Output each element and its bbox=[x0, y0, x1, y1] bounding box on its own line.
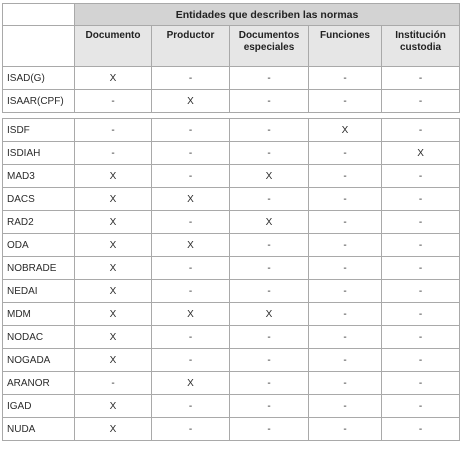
entity-mark-cell: - bbox=[309, 303, 382, 326]
entity-mark-cell: X bbox=[75, 165, 152, 188]
entity-mark-cell: X bbox=[152, 234, 230, 257]
entity-mark-cell: - bbox=[75, 90, 152, 113]
standards-entities-table bbox=[2, 3, 460, 441]
entity-mark-cell: - bbox=[382, 280, 460, 303]
entity-mark-cell: - bbox=[382, 67, 460, 90]
entity-mark-cell: - bbox=[382, 119, 460, 142]
table-row bbox=[3, 90, 460, 113]
column-header-productor: Productor bbox=[152, 26, 230, 67]
entity-mark-cell: - bbox=[382, 372, 460, 395]
standard-name-cell: IGAD bbox=[3, 395, 75, 418]
entity-mark-cell: - bbox=[382, 188, 460, 211]
standard-name-cell: ODA bbox=[3, 234, 75, 257]
table-row bbox=[3, 119, 460, 142]
table-row bbox=[3, 234, 460, 257]
table-row bbox=[3, 211, 460, 234]
entity-mark-cell: - bbox=[309, 418, 382, 441]
table-row bbox=[3, 67, 460, 90]
standards-table-container bbox=[2, 3, 459, 447]
entity-mark-cell: X bbox=[152, 90, 230, 113]
standard-name-cell: NOBRADE bbox=[3, 257, 75, 280]
entity-mark-cell: - bbox=[382, 234, 460, 257]
table-row bbox=[3, 418, 460, 441]
entity-mark-cell: - bbox=[382, 418, 460, 441]
table-row bbox=[3, 349, 460, 372]
entity-mark-cell: - bbox=[152, 67, 230, 90]
entity-mark-cell: - bbox=[152, 165, 230, 188]
entity-mark-cell: - bbox=[382, 257, 460, 280]
entity-mark-cell: - bbox=[230, 418, 309, 441]
entity-mark-cell: - bbox=[230, 142, 309, 165]
entity-mark-cell: - bbox=[230, 234, 309, 257]
standard-name-cell: ISAD(G) bbox=[3, 67, 75, 90]
entity-mark-cell: - bbox=[309, 349, 382, 372]
entity-mark-cell: X bbox=[75, 326, 152, 349]
entity-mark-cell: - bbox=[152, 418, 230, 441]
entity-mark-cell: - bbox=[230, 90, 309, 113]
entity-mark-cell: - bbox=[152, 119, 230, 142]
column-header-documento: Documento bbox=[75, 26, 152, 67]
table-row bbox=[3, 142, 460, 165]
table-row bbox=[3, 303, 460, 326]
entity-mark-cell: X bbox=[75, 418, 152, 441]
column-header-row bbox=[3, 26, 460, 67]
table-row bbox=[3, 188, 460, 211]
entity-mark-cell: - bbox=[230, 257, 309, 280]
entity-mark-cell: - bbox=[152, 349, 230, 372]
entity-mark-cell: - bbox=[382, 303, 460, 326]
standard-name-cell: MAD3 bbox=[3, 165, 75, 188]
standard-name-cell: ISAAR(CPF) bbox=[3, 90, 75, 113]
table-row bbox=[3, 372, 460, 395]
entity-mark-cell: X bbox=[75, 211, 152, 234]
entity-mark-cell: - bbox=[309, 395, 382, 418]
table-body bbox=[3, 67, 460, 441]
entity-mark-cell: - bbox=[230, 395, 309, 418]
entity-mark-cell: - bbox=[309, 257, 382, 280]
entity-mark-cell: - bbox=[230, 67, 309, 90]
table-row bbox=[3, 326, 460, 349]
entity-mark-cell: - bbox=[382, 165, 460, 188]
entity-mark-cell: - bbox=[309, 280, 382, 303]
entity-mark-cell: X bbox=[152, 303, 230, 326]
entity-mark-cell: X bbox=[230, 303, 309, 326]
entity-mark-cell: - bbox=[309, 372, 382, 395]
entity-mark-cell: - bbox=[230, 326, 309, 349]
standard-name-cell: ISDF bbox=[3, 119, 75, 142]
column-header-corner bbox=[3, 26, 75, 67]
entity-mark-cell: - bbox=[382, 211, 460, 234]
entity-mark-cell: - bbox=[382, 90, 460, 113]
standard-name-cell: ISDIAH bbox=[3, 142, 75, 165]
entity-mark-cell: X bbox=[75, 303, 152, 326]
entity-mark-cell: - bbox=[152, 326, 230, 349]
entity-mark-cell: - bbox=[309, 165, 382, 188]
entity-mark-cell: - bbox=[75, 372, 152, 395]
column-header-institucion-custodia: Institución custodia bbox=[382, 26, 460, 67]
entity-mark-cell: X bbox=[75, 188, 152, 211]
standard-name-cell: NEDAI bbox=[3, 280, 75, 303]
entity-mark-cell: - bbox=[152, 280, 230, 303]
entity-mark-cell: - bbox=[152, 395, 230, 418]
table-row bbox=[3, 395, 460, 418]
entity-mark-cell: X bbox=[75, 257, 152, 280]
header-corner-cell bbox=[3, 4, 75, 26]
standard-name-cell: NODAC bbox=[3, 326, 75, 349]
table-group-header-row bbox=[3, 4, 460, 26]
entity-mark-cell: - bbox=[230, 372, 309, 395]
entity-mark-cell: X bbox=[309, 119, 382, 142]
entity-mark-cell: - bbox=[230, 349, 309, 372]
standard-name-cell: RAD2 bbox=[3, 211, 75, 234]
standard-name-cell: MDM bbox=[3, 303, 75, 326]
standard-name-cell: DACS bbox=[3, 188, 75, 211]
entity-mark-cell: - bbox=[309, 211, 382, 234]
table-row bbox=[3, 280, 460, 303]
entity-mark-cell: X bbox=[382, 142, 460, 165]
entity-mark-cell: - bbox=[152, 257, 230, 280]
entity-mark-cell: - bbox=[309, 90, 382, 113]
entity-mark-cell: X bbox=[230, 165, 309, 188]
column-header-funciones: Funciones bbox=[309, 26, 382, 67]
entity-mark-cell: - bbox=[230, 188, 309, 211]
entity-mark-cell: - bbox=[309, 142, 382, 165]
entity-mark-cell: - bbox=[152, 211, 230, 234]
table-title: Entidades que describen las normas bbox=[75, 4, 460, 26]
entity-mark-cell: - bbox=[382, 395, 460, 418]
entity-mark-cell: X bbox=[75, 280, 152, 303]
entity-mark-cell: X bbox=[75, 234, 152, 257]
entity-mark-cell: - bbox=[382, 326, 460, 349]
entity-mark-cell: - bbox=[152, 142, 230, 165]
entity-mark-cell: X bbox=[152, 372, 230, 395]
entity-mark-cell: X bbox=[75, 349, 152, 372]
column-header-documentos-especiales: Documentos especiales bbox=[230, 26, 309, 67]
entity-mark-cell: - bbox=[309, 234, 382, 257]
table-row bbox=[3, 165, 460, 188]
entity-mark-cell: - bbox=[382, 349, 460, 372]
entity-mark-cell: X bbox=[75, 395, 152, 418]
standard-name-cell: NOGADA bbox=[3, 349, 75, 372]
entity-mark-cell: - bbox=[75, 142, 152, 165]
standard-name-cell: NUDA bbox=[3, 418, 75, 441]
entity-mark-cell: X bbox=[152, 188, 230, 211]
entity-mark-cell: - bbox=[75, 119, 152, 142]
standard-name-cell: ARANOR bbox=[3, 372, 75, 395]
entity-mark-cell: - bbox=[230, 280, 309, 303]
entity-mark-cell: - bbox=[230, 119, 309, 142]
table-row bbox=[3, 257, 460, 280]
entity-mark-cell: - bbox=[309, 326, 382, 349]
entity-mark-cell: X bbox=[75, 67, 152, 90]
entity-mark-cell: - bbox=[309, 188, 382, 211]
entity-mark-cell: - bbox=[309, 67, 382, 90]
entity-mark-cell: X bbox=[230, 211, 309, 234]
